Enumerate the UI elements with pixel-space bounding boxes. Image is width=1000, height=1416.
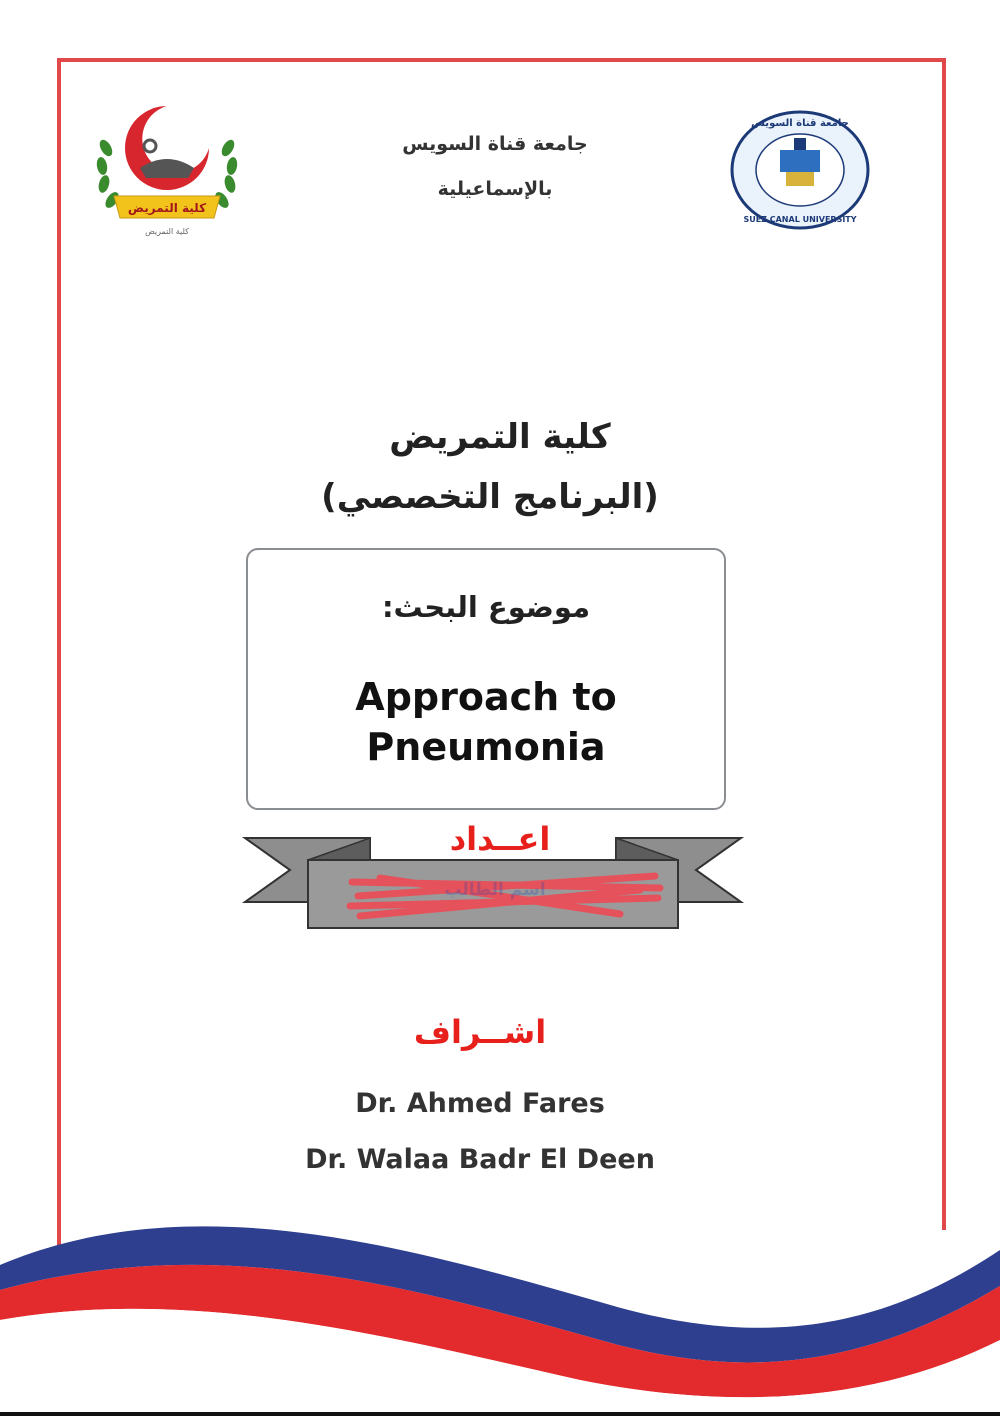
program-name: (البرنامج التخصصي) [321,477,659,517]
university-name: جامعة قناة السويس [402,133,588,155]
topic-label: موضوع البحث: [381,590,591,624]
seal-arabic-text: جامعة قناة السويس [751,118,849,129]
supervisor-1: Dr. Ahmed Fares [355,1088,605,1119]
logo-left-subtext: كلية التمريض [145,227,189,236]
page-frame-right [942,58,946,1230]
topic-title [248,672,724,772]
suez-canal-university-seal-icon [728,108,873,233]
page-frame-top [57,58,946,62]
seal-english-text: SUEZ CANAL UNIVERSITY [743,215,857,224]
supervisor-2: Dr. Walaa Badr El Deen [305,1144,655,1175]
university-city: بالإسماعيلية [437,178,553,200]
topic-title-line-1: Approach to [355,675,617,719]
page-frame-left [57,58,61,1335]
prepared-by-label: اعــداد [449,820,551,858]
prepared-by-name: اسم الطالب [444,880,546,900]
research-topic-box [246,548,726,810]
bottom-edge-line [0,1412,1000,1416]
decorative-swoosh [0,1190,1000,1416]
faculty-name: كلية التمريض [389,417,611,457]
logo-left-text: كلية التمريض [127,201,207,215]
nursing-faculty-emblem-icon [92,98,242,253]
supervision-label: اشــراف [413,1013,547,1051]
topic-title-line-2: Pneumonia [366,725,606,769]
